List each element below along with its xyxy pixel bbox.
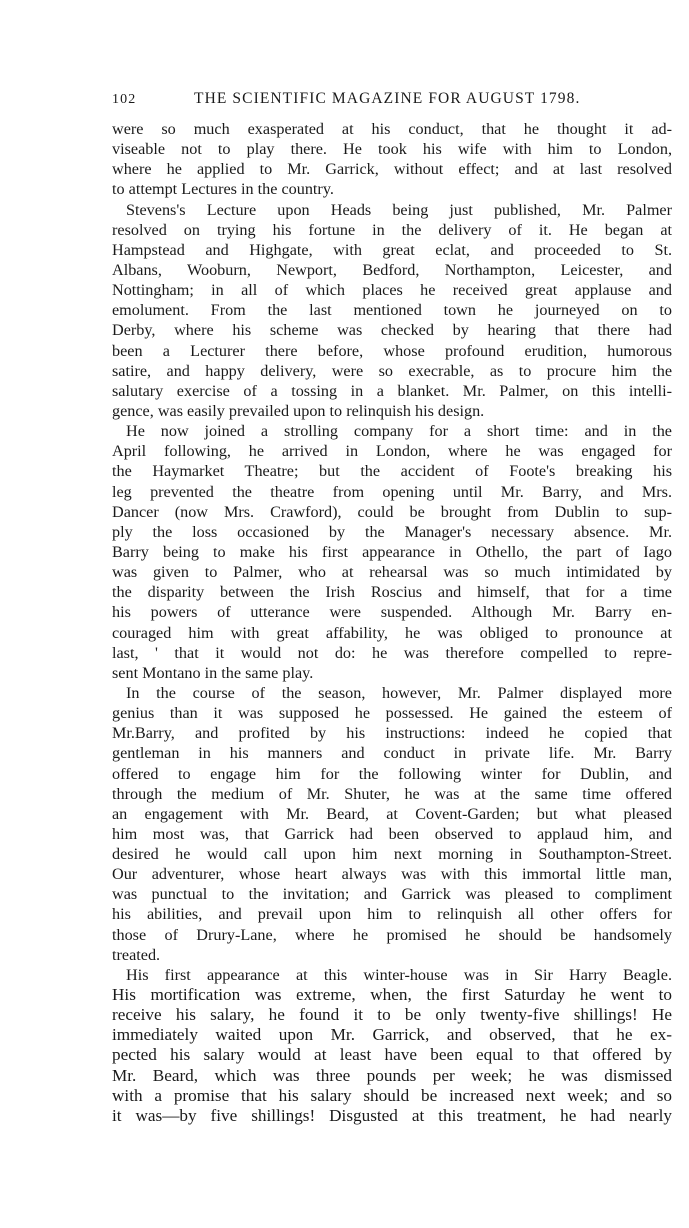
text-line: through the medium of Mr. Shuter, he was at the same time offered <box>112 784 672 803</box>
text-line: resolved on trying his fortune in the delivery of it. He began at <box>112 220 672 239</box>
text-line: to attempt Lectures in the country. <box>112 180 334 199</box>
text-line: offered to engage him for the following winter for Dublin, and <box>112 764 672 783</box>
text-line: his powers of utterance were suspended. Although Mr. Barry en- <box>112 603 672 622</box>
text-line: Derby, where his scheme was checked by hearing that there had <box>112 321 672 340</box>
text-line: receive his salary, he found it to be only twenty-five shillings! He <box>112 1005 672 1025</box>
text-line: the disparity between the Irish Roscius and himself, that for a time <box>112 583 672 602</box>
text-line: His mortification was extreme, when, the first Saturday he went to <box>112 985 672 1005</box>
text-line: an engagement with Mr. Beard, at Covent-Garden; but what pleased <box>112 804 672 823</box>
text-line: Mr. Beard, which was three pounds per week; he was dismissed <box>112 1065 672 1085</box>
text-line: In the course of the season, however, Mr. Palmer displayed more <box>126 683 672 702</box>
body-text <box>112 119 672 1126</box>
text-line: Hampstead and Highgate, with great eclat, and proceeded to St. <box>112 240 672 259</box>
text-line: with a promise that his salary should be increased next week; and so <box>112 1085 672 1105</box>
running-header <box>112 90 672 108</box>
text-line: leg prevented the theatre from opening until Mr. Barry, and Mrs. <box>112 482 672 501</box>
text-line: genius than it was supposed he possessed. He gained the esteem of <box>112 704 672 723</box>
text-line: emolument. From the last mentioned town he journeyed on to <box>112 301 672 320</box>
page <box>112 90 672 1126</box>
text-line: was punctual to the invitation; and Garrick was pleased to compliment <box>112 885 672 904</box>
running-title: THE SCIENTIFIC MAGAZINE FOR AUGUST 1798. <box>194 90 581 107</box>
text-line: those of Drury-Lane, where he promised he should be handsomely <box>112 925 672 944</box>
text-line: Our adventurer, whose heart always was with this immortal little man, <box>112 865 672 884</box>
text-line: viseable not to play there. He took his wife with him to London, <box>112 140 672 159</box>
text-line: been a Lecturer there before, whose profound erudition, humorous <box>112 341 672 360</box>
text-line: were so much exasperated at his conduct, that he thought it ad- <box>112 120 672 138</box>
text-line: where he applied to Mr. Garrick, without effect; and at last resolved <box>112 160 672 179</box>
text-line: His first appearance at this winter-house was in Sir Harry Beagle. <box>126 965 672 984</box>
text-line: pected his salary would at least have been equal to that offered by <box>112 1045 672 1065</box>
text-line: Nottingham; in all of which places he received great applause and <box>112 281 672 300</box>
text-line: ply the loss occasioned by the Manager's necessary absence. Mr. <box>112 522 672 541</box>
text-line: satire, and happy delivery, were so execrable, as to procure him the <box>112 361 672 380</box>
text-line: him most was, that Garrick had been observed to applaud him, and <box>112 824 672 843</box>
text-line: He now joined a strolling company for a short time: and in the <box>126 422 672 441</box>
text-line: gence, was easily prevailed upon to relinquish his design. <box>112 401 485 420</box>
text-line: Albans, Wooburn, Newport, Bedford, Northampton, Leicester, and <box>112 260 672 279</box>
text-line: Barry being to make his first appearance in Othello, the part of Iago <box>112 542 672 561</box>
text-line: salutary exercise of a tossing in a blanket. Mr. Palmer, on this intelli- <box>112 381 672 400</box>
text-line: April following, he arrived in London, where he was engaged for <box>112 442 672 461</box>
text-line: gentleman in his manners and conduct in private life. Mr. Barry <box>112 744 672 763</box>
text-line: couraged him with great affability, he was obliged to pronounce at <box>112 623 672 642</box>
text-line: treated. <box>112 945 161 964</box>
text-line: the Haymarket Theatre; but the accident of Foote's breaking his <box>112 462 672 481</box>
text-line: it was—by five shillings! Disgusted at this treatment, he had nearly <box>112 1105 672 1125</box>
text-line: Dancer (now Mrs. Crawford), could be brought from Dublin to sup- <box>112 502 672 521</box>
text-line: last, ' that it would not do: he was therefore compelled to repre- <box>112 643 672 662</box>
text-line: immediately waited upon Mr. Garrick, and observed, that he ex- <box>112 1025 672 1045</box>
text-line: Stevens's Lecture upon Heads being just published, Mr. Palmer <box>126 200 672 219</box>
text-line: his abilities, and prevail upon him to relinquish all other offers for <box>112 905 672 924</box>
text-line: sent Montano in the same play. <box>112 663 314 682</box>
page-number: 102 <box>112 92 137 107</box>
text-line: was given to Palmer, who at rehearsal was so much intimidated by <box>112 563 672 582</box>
text-line: Mr.Barry, and profited by his instructions: indeed he copied that <box>112 724 672 743</box>
text-line: desired he would call upon him next morning in Southampton-Street. <box>112 845 672 864</box>
